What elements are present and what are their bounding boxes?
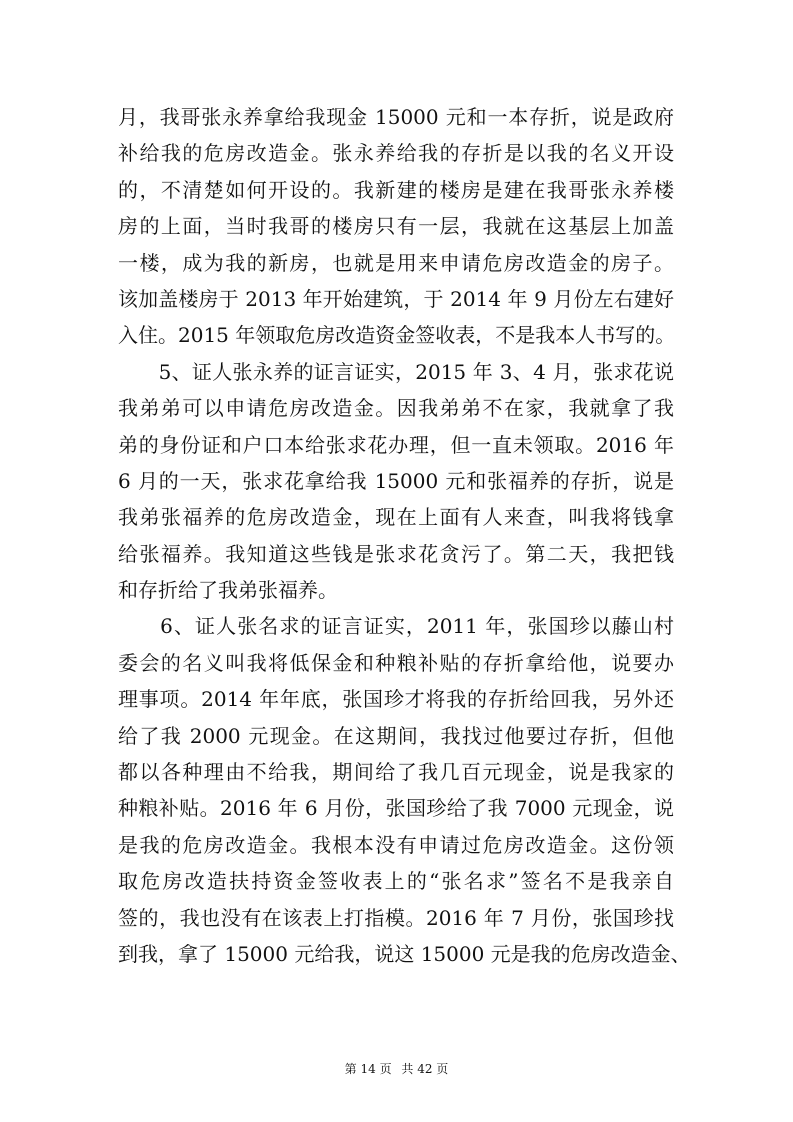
text-line: 一楼，成为我的新房，也就是用来申请危房改造金的房子。 — [118, 250, 674, 275]
page-number: 第 14 页 — [344, 1062, 392, 1076]
text-line: 给了我 2000 元现金。在这期间，我找过他要过存折，但他 — [118, 723, 674, 748]
text-line: 都以各种理由不给我，期间给了我几百元现金，说是我家的 — [118, 760, 674, 785]
text-line: 的，不清楚如何开设的。我新建的楼房是建在我哥张永养楼 — [118, 177, 674, 202]
text-line: 委会的名义叫我将低保金和种粮补贴的存折拿给他，说要办 — [118, 650, 674, 675]
text-line: 到我，拿了 15000 元给我，说这 15000 元是我的危房改造金、 — [118, 941, 691, 966]
text-line: 我弟张福养的危房改造金，现在上面有人来查，叫我将钱拿 — [118, 505, 674, 530]
text-line: 6、证人张名求的证言证实，2011 年，张国珍以藤山村 — [118, 614, 674, 639]
text-line: 6 月的一天，张求花拿给我 15000 元和张福养的存折，说是 — [118, 468, 674, 493]
body-text — [118, 99, 691, 972]
text-line: 是我的危房改造金。我根本没有申请过危房改造金。这份领 — [118, 832, 674, 857]
text-line: 5、证人张永养的证言证实，2015 年 3、4 月，张求花说 — [118, 359, 674, 384]
text-line: 补给我的危房改造金。张永养给我的存折是以我的名义开设 — [118, 141, 674, 166]
text-line: 种粮补贴。2016 年 6 月份，张国珍给了我 7000 元现金，说 — [118, 796, 674, 821]
text-line: 我弟弟可以申请危房改造金。因我弟弟不在家，我就拿了我 — [118, 396, 674, 421]
text-line: 给张福养。我知道这些钱是张求花贪污了。第二天，我把钱 — [118, 541, 674, 566]
text-line: 理事项。2014 年年底，张国珍才将我的存折给回我，另外还 — [118, 687, 674, 712]
text-line: 该加盖楼房于 2013 年开始建筑，于 2014 年 9 月份左右建好 — [118, 286, 674, 311]
text-line: 和存折给了我弟张福养。 — [118, 578, 338, 603]
page-footer — [0, 1060, 793, 1077]
page-total: 共 42 页 — [401, 1062, 449, 1076]
text-line: 签的，我也没有在该表上打指模。2016 年 7 月份，张国珍找 — [118, 905, 674, 930]
text-line: 月，我哥张永养拿给我现金 15000 元和一本存折，说是政府 — [118, 105, 674, 129]
text-line: 弟的身份证和户口本给张求花办理，但一直未领取。2016 年 — [118, 432, 674, 457]
text-line: 入住。2015 年领取危房改造资金签收表，不是我本人书写的。 — [118, 323, 676, 348]
text-line: 房的上面，当时我哥的楼房只有一层，我就在这基层上加盖 — [118, 214, 674, 239]
text-line: 取危房改造扶持资金签收表上的“张名求”签名不是我亲自 — [118, 869, 674, 894]
